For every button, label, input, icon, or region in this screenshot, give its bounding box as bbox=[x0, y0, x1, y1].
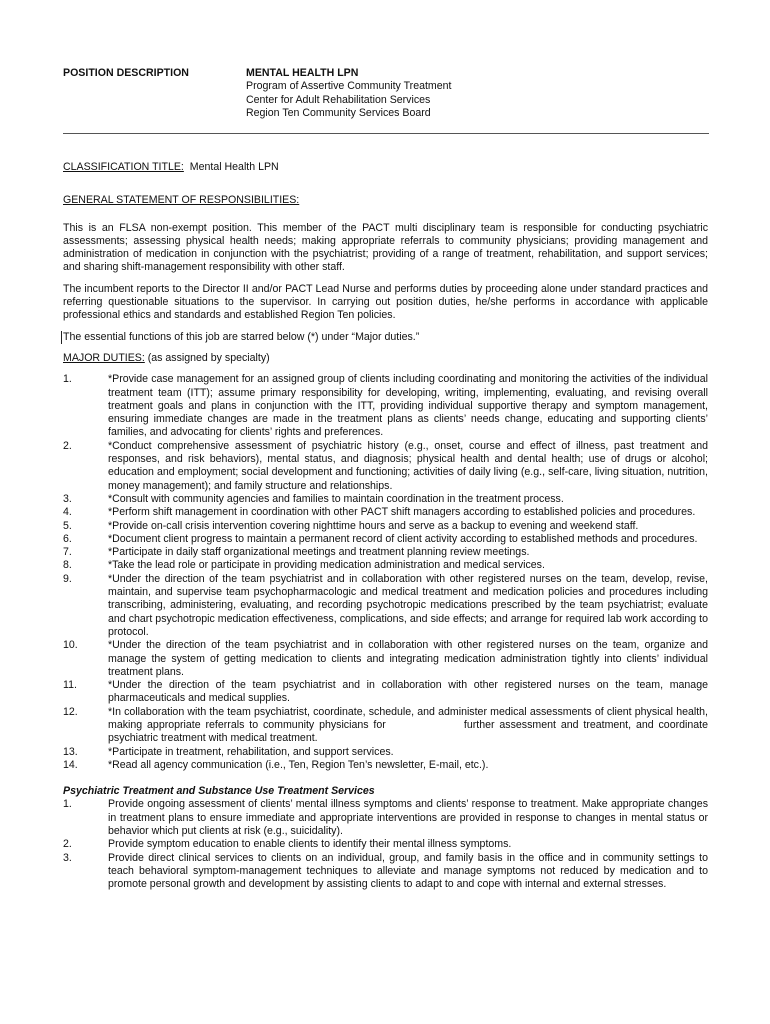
essential-functions-note: The essential functions of this job are starred below (*) under “Major duties.” bbox=[61, 331, 708, 344]
general-paragraph-1: This is an FLSA non-exempt position. This member of the PACT multi disciplinary team is responsible for conducting psychiatric assessments; assessing physical health needs; making appropriate referrals to community physicians; providing management and administration of medication in conjunction with the psychiatrist; providing of a range of treatment, rehabilitation, and support services; and sharing shift-management responsibility with other staff. bbox=[63, 221, 708, 274]
list-item bbox=[63, 852, 708, 892]
classification-value: Mental Health LPN bbox=[189, 161, 279, 173]
item-number: 2. bbox=[63, 439, 72, 452]
list-item bbox=[63, 546, 708, 559]
classification-label: CLASSIFICATION TITLE: bbox=[63, 161, 184, 173]
list-item bbox=[63, 798, 708, 838]
list-item bbox=[63, 705, 711, 746]
item-text: *Conduct comprehensive assessment of psychiatric history (e.g., onset, course and effect of illness, past treatment and responses, and risk behaviors), mental status, and diagnosis; physical health and dental health; use of drugs or alcohol; education and employment; social development and functioning; activities of daily living (e.g., self-care, living situation, nutrition, money management); and family structure and relationships. bbox=[108, 439, 708, 492]
list-item bbox=[63, 559, 708, 572]
item-number: 8. bbox=[63, 559, 72, 572]
item-text: *Read all agency communication (i.e., Ten, Region Ten’s newsletter, E-mail, etc.). bbox=[108, 758, 489, 771]
center-line: Center for Adult Rehabilitation Services bbox=[246, 93, 431, 106]
job-title: MENTAL HEALTH LPN bbox=[246, 67, 359, 79]
psychiatric-treatment-list bbox=[63, 798, 708, 891]
header-block bbox=[246, 67, 451, 120]
item-number: 10. bbox=[63, 639, 78, 652]
item-text: *Provide on-call crisis intervention covering nighttime hours and serve as a backup to evening and weekend staff. bbox=[108, 519, 639, 532]
list-item bbox=[63, 639, 708, 679]
list-item bbox=[63, 373, 708, 439]
program-line: Program of Assertive Community Treatment bbox=[246, 80, 452, 93]
item-text: *In collaboration with the team psychiatrist, coordinate, schedule, and administer medical assessments of client physical health, making appropriate referrals to community physicians for further assessment and treatment, and coordinate psychiatric treatment with medical treatment. bbox=[108, 705, 711, 745]
document-body bbox=[63, 161, 711, 892]
item-number: 14. bbox=[63, 758, 78, 771]
major-duties-heading: MAJOR DUTIES: bbox=[63, 351, 145, 364]
list-item bbox=[63, 493, 708, 506]
item-text: *Take the lead role or participate in providing medication administration and medical services. bbox=[108, 559, 545, 572]
item-number: 11. bbox=[63, 679, 77, 692]
item-text: *Under the direction of the team psychiatrist and in collaboration with other registered nurses on the team, manage pharmaceuticals and medical supplies. bbox=[108, 679, 708, 705]
item-text: *Under the direction of the team psychiatrist and in collaboration with other registered nurses on the team, organize and manage the system of getting medication to clients and integrating medication administration tightly into clients’ individual treatment plans. bbox=[108, 639, 708, 678]
item-text: Provide symptom education to enable clients to identify their mental illness symptoms. bbox=[108, 838, 512, 851]
item-number: 2. bbox=[63, 838, 72, 851]
item-number: 7. bbox=[63, 546, 72, 559]
major-duties-list bbox=[63, 373, 711, 772]
item-number: 5. bbox=[63, 519, 72, 532]
item-number: 3. bbox=[63, 492, 72, 505]
item-text: Provide ongoing assessment of clients’ mental illness symptoms and clients’ response to treatment. Make appropriate changes in treatment plans to ensure immediate and appropriate interventions are provided in response to changes in mental status or behavior which put clients at risk (e.g., suicidality). bbox=[108, 798, 708, 838]
header-divider bbox=[63, 133, 709, 134]
list-item bbox=[63, 573, 708, 639]
item-number: 9. bbox=[63, 572, 72, 585]
item-text: *Perform shift management in coordination with other PACT shift managers according to established policies and procedures. bbox=[108, 506, 696, 519]
list-item bbox=[63, 838, 708, 851]
item-number: 1. bbox=[63, 798, 72, 811]
classification-title bbox=[63, 161, 708, 174]
general-paragraph-2: The incumbent reports to the Director II and/or PACT Lead Nurse and performs duties by proceeding alone under standard practices and referring questionable situations to the supervisor. In carrying out position duties, he/she performs in accordance with applicable professional ethics and standards and established Region Ten policies. bbox=[63, 282, 708, 322]
item-text: *Provide case management for an assigned group of clients including coordinating and monitoring the activities of the individual treatment team (ITT); assume primary responsibility for developing, writing, implementing, evaluating, and revising overall treatment goals and plans in conjunction with the ITT, providing individual supportive therapy and symptom management, ensuring immediate changes are made in the treatment plans as clients’ needs change, educating and supporting clients’ families, and advocating for clients’ rights and preferences. bbox=[108, 373, 708, 439]
list-item bbox=[63, 679, 708, 706]
general-heading: GENERAL STATEMENT OF RESPONSIBILITIES: bbox=[63, 194, 300, 207]
item-text: *Under the direction of the team psychiatrist and in collaboration with other registered nurses on the team, develop, revise, maintain, and supervise team psychopharmacologic and medical treatment and medication policies and procedures including transcribing, administering, evaluating, and recording psychotropic medications prescribed by the team psychiatrist; evaluate and chart psychotropic medication effectiveness, complications, and side effects; and arrange for required lab work according to protocol. bbox=[108, 572, 708, 638]
list-item bbox=[63, 759, 708, 772]
item-number: 4. bbox=[63, 506, 72, 519]
major-duties-heading-line bbox=[63, 352, 708, 365]
item-number: 3. bbox=[63, 851, 72, 864]
item-text: *Participate in treatment, rehabilitation, and support services. bbox=[108, 745, 394, 758]
item-number: 12. bbox=[63, 705, 78, 718]
list-item bbox=[63, 746, 708, 759]
list-item bbox=[63, 520, 708, 533]
list-item bbox=[63, 440, 708, 493]
list-item bbox=[63, 506, 708, 519]
major-duties-note: (as assigned by specialty) bbox=[144, 351, 270, 364]
item-number: 1. bbox=[63, 373, 72, 386]
item-number: 6. bbox=[63, 532, 72, 545]
psychiatric-treatment-heading: Psychiatric Treatment and Substance Use Treatment Services bbox=[63, 785, 375, 798]
item-number: 13. bbox=[63, 745, 78, 758]
board-line: Region Ten Community Services Board bbox=[246, 106, 431, 119]
item-text: *Document client progress to maintain a permanent record of client activity according to established methods and procedures. bbox=[108, 532, 698, 545]
list-item bbox=[63, 533, 708, 546]
position-description-label: POSITION DESCRIPTION bbox=[63, 67, 189, 79]
item-text: *Consult with community agencies and families to maintain coordination in the treatment process. bbox=[108, 492, 564, 505]
item-text: *Participate in daily staff organizational meetings and treatment planning review meetings. bbox=[108, 546, 530, 559]
item-text: Provide direct clinical services to clients on an individual, group, and family basis in the office and in community settings to teach behavioral symptom-management techniques to alleviate and manage symptoms not reduced by medication and to promote personal growth and development by assisting clients to adapt to and cope with internal and external stresses. bbox=[108, 851, 708, 891]
